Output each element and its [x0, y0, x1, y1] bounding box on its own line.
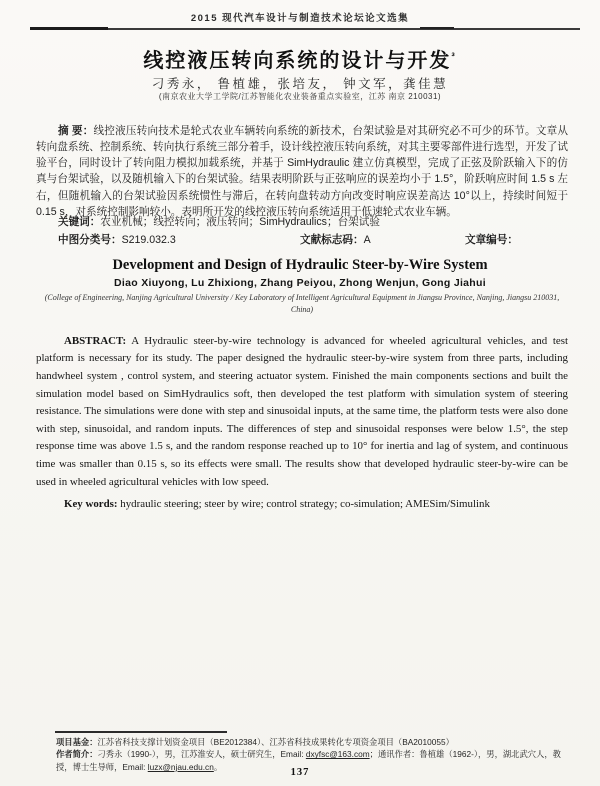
clc-number	[58, 232, 300, 247]
keywords-english	[36, 498, 568, 510]
keywords-label-english: Key words:	[64, 498, 118, 510]
running-head: 2015 现代汽车设计与制造技术论坛论文选集	[190, 13, 410, 24]
footnote-rule	[55, 731, 227, 733]
abstract-label-chinese: 摘 要：	[58, 124, 94, 137]
article-id	[465, 232, 568, 247]
author-bio-part1: 刁秀永（1990-），男，江苏淮安人，硕士研究生，Email:	[97, 749, 306, 760]
header-rule	[30, 28, 580, 30]
scan-artifact-mid-dash	[420, 27, 454, 30]
affiliation-english: (College of Engineering, Nanjing Agricultural University / Key Laboratory of Intelligent Agricultural Equipment in Jiangsu Province, Nanjing, Jiangsu 210031, China)	[44, 293, 560, 314]
fund-label: 项目基金：	[56, 737, 98, 747]
abstract-text-english: A Hydraulic steer-by-wire technology is advanced for wheeled agricultural vehicles, and test platform is necessary for its study. The paper designed the hydraulic steer-by-wire system from three parts, including handwheel system , control system, and steering actuator system. Finished the main components sections and built the simulation model based on SimHydraulics soft, then developed the test platform with simulation system of steering resistance. The simulations were done with step and sinusoidal inputs, at the same time, the platform tests were also done with step, sinusoidal, and random inputs. The differences of step and sinusoidal responses were below 1.5°, the step response time was above 1.5 s, and the random response reached up to 10° for inertia and lag of system, and continuous time was smaller than 0.15 s, so its effects were small. The results show that developed hydraulic steer-by-wire can be used in wheeled agricultural vehicles with low speed.	[36, 334, 568, 488]
affiliation-chinese: (南京农业大学工学院/江苏智能化农业装备重点实验室，江苏 南京 210031)	[158, 92, 442, 101]
clc-value: S219.032.3	[121, 234, 176, 246]
title-footnote-mark: ³	[451, 51, 457, 63]
keywords-text-chinese: 农业机械；线控转向；液压转向；SimHydraulics；台架试验	[100, 216, 380, 228]
article-id-label: 文章编号：	[465, 234, 518, 246]
corresponding-author-email: luzx@njau.edu.cn	[147, 761, 214, 772]
keywords-label-chinese: 关键词：	[58, 216, 101, 228]
keywords-chinese	[36, 214, 568, 229]
abstract-english	[36, 333, 568, 491]
document-code-value: A	[363, 234, 371, 246]
paper-title-english: Development and Design of Hydraulic Steer-by-Wire System	[112, 257, 488, 273]
author-bio-part3: 。	[213, 761, 223, 772]
document-code	[300, 232, 465, 247]
document-code-label: 文献标志码：	[300, 234, 364, 246]
scan-artifact-left-dash	[30, 27, 108, 30]
abstract-label-english: ABSTRACT:	[64, 334, 127, 347]
fund-text: 江苏省科技支撑计划资金项目（BE2012384）、江苏省科技成果转化专项资金项目（BA2010055）	[97, 737, 454, 747]
abstract-chinese	[36, 123, 568, 221]
authors-english: Diao Xiuyong, Lu Zhixiong, Zhang Peiyou, Zhong Wenjun, Gong Jiahui	[114, 277, 486, 289]
authors-chinese: 刁秀永， 鲁植雄，张培友， 钟文军，龚佳慧	[151, 77, 449, 91]
page-number: 137	[290, 767, 310, 778]
paper-title-text: 线控液压转向系统的设计与开发	[143, 50, 452, 72]
author-bio-part2: ；通讯作者：鲁植雄（1962-），男，湖北武穴人，教授，博士生导师，Email:	[56, 749, 561, 772]
author-bio-label: 作者简介：	[56, 749, 98, 760]
author-email: dxyfsc@163.com	[305, 749, 370, 760]
classification-row	[36, 232, 568, 247]
abstract-text-chinese: 线控液压转向技术是轮式农业车辆转向系统的新技术，台架试验是对其研究必不可少的环节。文章从转向盘系统、控制系统、转向执行系统三部分着手，设计线控液压转向系统，对其主要零部件进行选型，开发了试验平台，同时设计了转向阻力模拟加载系统，并基于 SimHydraulic 建立仿真模型，完成了正弦及阶跃输入下的仿真与台架试验，以及随机输入下的台架试验。结果表明阶跃与正弦响应的误差均小于 1.5°，阶跃响应时间 1.5 s 左右，但随机输入的台架试验因系统惯性与滞后，在转向盘转动方向改变时响应误差高达 10°以上，持续时间短于 0.15 s，对系统控制影响较小。表明所开发的线控液压转向系统适用于低速轮式农业车辆。	[36, 124, 568, 219]
paper-title-chinese	[0, 44, 600, 73]
keywords-text-english: hydraulic steering; steer by wire; control strategy; co-simulation; AMESim/Simulink	[117, 498, 490, 510]
clc-label: 中图分类号：	[58, 234, 122, 246]
